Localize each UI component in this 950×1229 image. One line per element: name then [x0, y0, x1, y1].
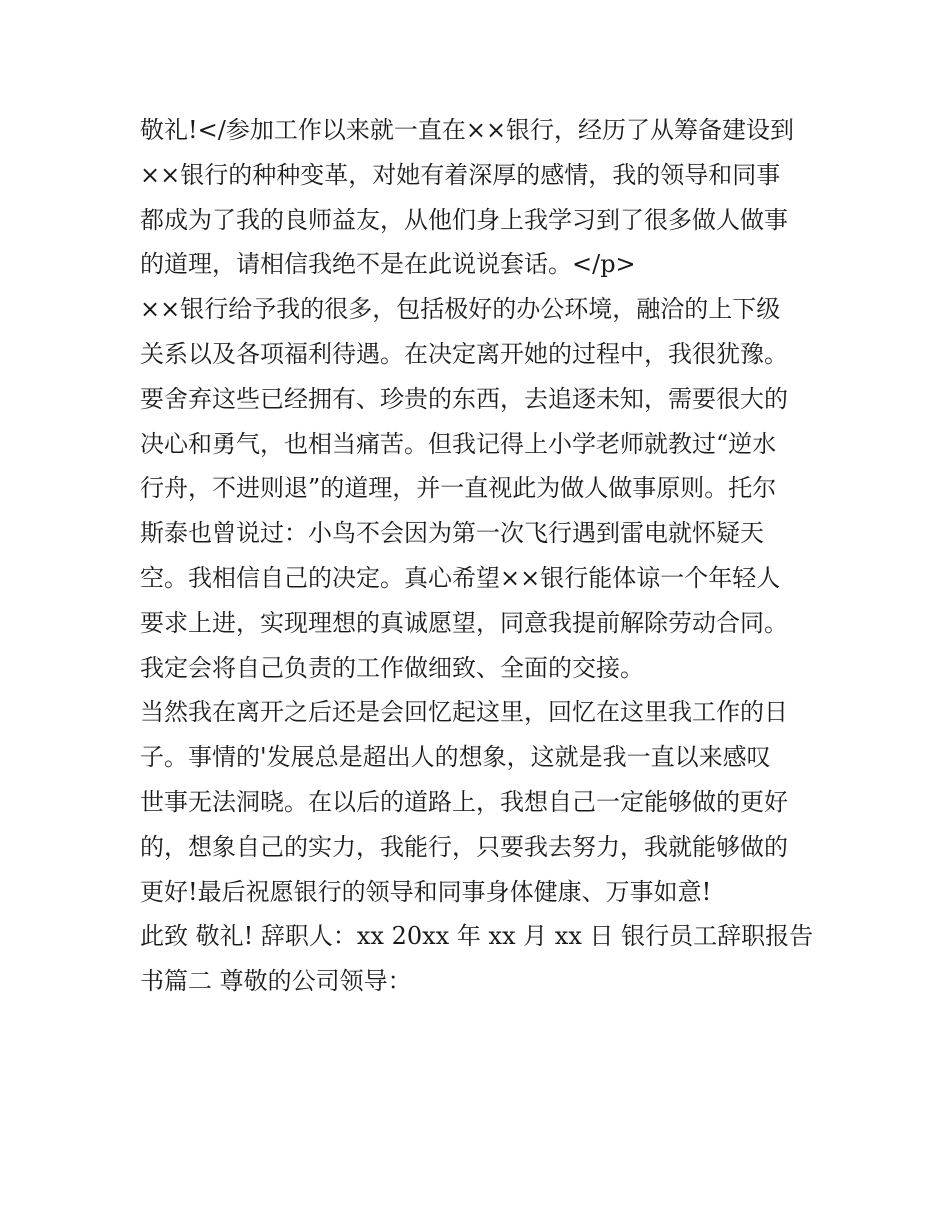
text-line-10: 斯泰也曾说过：小鸟不会因为第一次飞行遇到雷电就怀疑天	[140, 519, 764, 548]
text-line-8: 决心和勇气，也相当痛苦。但我记得上小学老师就教过“逆水	[140, 429, 777, 458]
text-line-17: 的，想象自己的实力，我能行，只要我去努力，我就能够做的	[140, 832, 788, 861]
text-line-4: 的道理，请相信我绝不是在此说说套话。</p>	[140, 250, 636, 279]
text-line-5: ××银行给予我的很多，包括极好的办公环境，融洽的上下级	[140, 295, 781, 324]
text-line-2: ××银行的种种变革，对她有着深厚的感情，我的领导和同事	[140, 160, 781, 189]
text-line-12: 要求上进，实现理想的真诚愿望，同意我提前解除劳动合同。	[140, 608, 788, 637]
text-line-9: 行舟，不进则退”的道理，并一直视此为做人做事原则。托尔	[140, 474, 777, 503]
text-line-14: 当然我在离开之后还是会回忆起这里，回忆在这里我工作的日	[140, 698, 788, 727]
text-line-6: 关系以及各项福利待遇。在决定离开她的过程中，我很犹豫。	[140, 339, 788, 368]
text-line-13: 我定会将自己负责的工作做细致、全面的交接。	[140, 653, 644, 682]
text-line-18: 更好!最后祝愿银行的领导和同事身体健康、万事如意!	[140, 877, 712, 906]
text-line-3: 都成为了我的良师益友，从他们身上我学习到了很多做人做事	[140, 205, 788, 234]
text-line-15: 子。事情的'发展总是超出人的想象，这就是我一直以来感叹	[140, 743, 771, 772]
text-line-16: 世事无法洞晓。在以后的道路上，我想自己一定能够做的更好	[140, 787, 788, 816]
resignation-letter-body	[140, 108, 830, 1004]
text-line-7: 要舍弃这些已经拥有、珍贵的东西，去追逐未知，需要很大的	[140, 384, 788, 413]
text-line-11: 空。我相信自己的决定。真心希望××银行能体谅一个年轻人	[140, 563, 781, 592]
text-line-1: 敬礼!</参加工作以来就一直在××银行，经历了从筹备建设到	[140, 116, 795, 144]
text-line-19: 此致 敬礼! 辞职人：xx 20xx 年 xx 月 xx 日 银行员工辞职报告	[140, 922, 814, 951]
text-line-20: 书篇二 尊敬的公司领导：	[140, 967, 412, 996]
